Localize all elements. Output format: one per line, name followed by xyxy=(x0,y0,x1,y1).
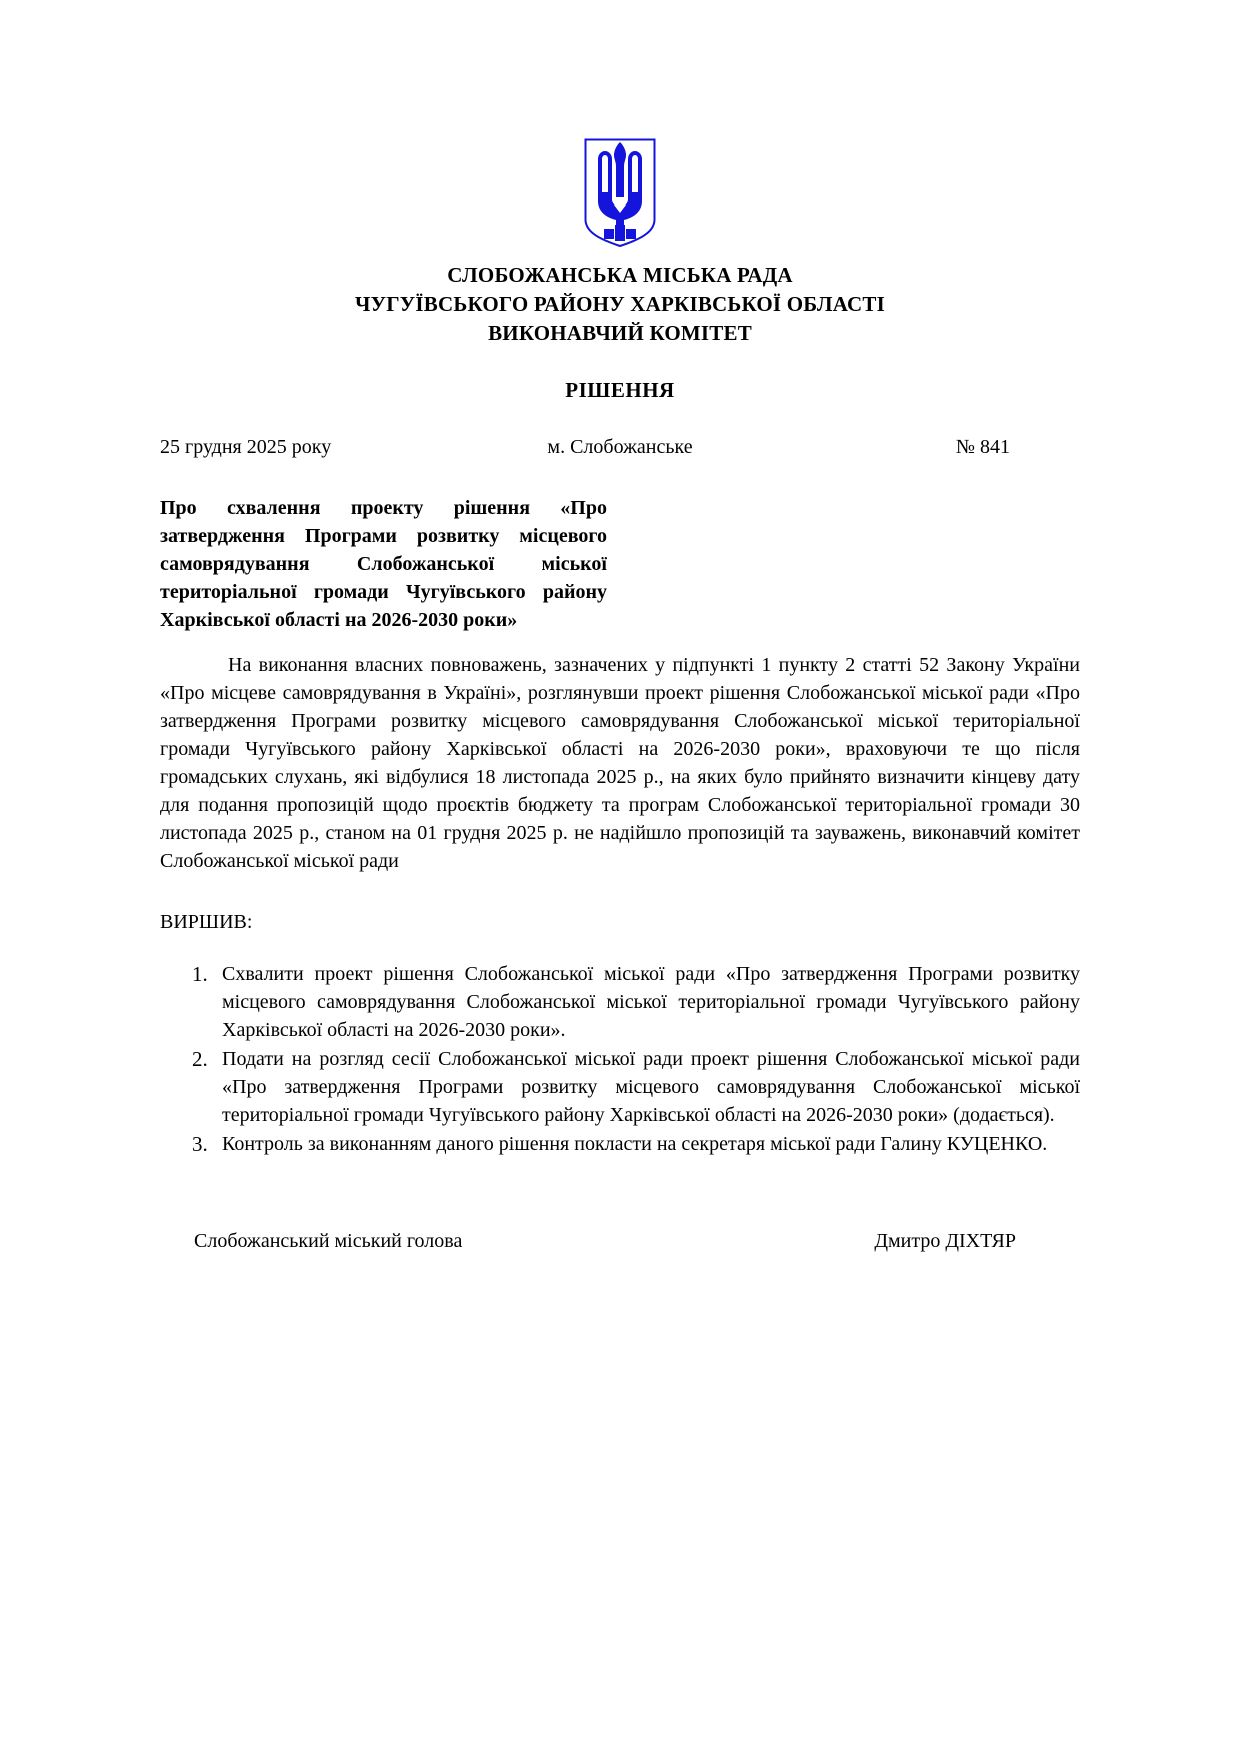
org-name-line1: СЛОБОЖАНСЬКА МІСЬКА РАДА xyxy=(447,263,793,287)
document-type-heading: РІШЕННЯ xyxy=(565,378,675,402)
list-item xyxy=(192,1045,1080,1129)
list-item-number: 2. xyxy=(192,1047,208,1071)
list-item xyxy=(192,1130,1080,1158)
org-name-line3: ВИКОНАВЧИЙ КОМІТЕТ xyxy=(488,321,752,345)
decision-items-list xyxy=(192,960,1080,1158)
list-item-number: 1. xyxy=(192,962,208,986)
list-item xyxy=(192,960,1080,1044)
list-item-text: Схвалити проект рішення Слобожанської міської ради «Про затвердження Програми розвитку місцевого самоврядування Слобожанської міської територіальної громади Чугуївського району Харківської області на 2026-2030 роки». xyxy=(222,963,1080,1041)
coat-of-arms xyxy=(583,137,657,249)
signature-name: Дмитро ДІХТЯР xyxy=(874,1230,1016,1252)
organization-header xyxy=(160,261,1080,348)
org-name-line2: ЧУГУЇВСЬКОГО РАЙОНУ ХАРКІВСЬКОЇ ОБЛАСТІ xyxy=(355,292,885,316)
document-content xyxy=(160,0,1080,1253)
signature-row xyxy=(160,1230,1080,1253)
document-place: м. Слобожанське xyxy=(547,436,693,458)
document-date: 25 грудня 2025 року xyxy=(160,436,332,458)
document-number: № 841 xyxy=(955,436,1010,458)
document-meta-row xyxy=(160,436,1080,464)
list-item-text: Контроль за виконанням даного рішення покласти на секретаря міської ради Галину КУЦЕНКО. xyxy=(222,1133,1048,1155)
list-item-text: Подати на розгляд сесії Слобожанської міської ради проект рішення Слобожанської міської ради «Про затвердження Програми розвитку місцевого самоврядування Слобожанської міської територіальної громади Чугуївського району Харківської області на 2026-2030 роки» (додається). xyxy=(222,1048,1080,1126)
resolved-label: ВИРШИВ: xyxy=(160,911,253,933)
list-item-number: 3. xyxy=(192,1132,208,1156)
ukraine-trident-icon xyxy=(583,137,657,249)
document-title: Про схвалення проекту рішення «Про затвердження Програми розвитку місцевого самоврядування Слобожанської міської територіальної громади Чугуївського району Харківської області на 2026-2030 роки» xyxy=(160,497,607,631)
preamble-paragraph: На виконання власних повноважень, зазначених у підпункті 1 пункту 2 статті 52 Закону України «Про місцеве самоврядування в Україні», розглянувши проект рішення Слобожанської міської ради «Про затвердження Програми розвитку місцевого самоврядування Слобожанської міської територіальної громади Чугуївського району Харківської області на 2026-2030 роки», враховуючи те що після громадських слухань, які відбулися 18 листопада 2025 р., на яких було прийнято визначити кінцеву дату для подання пропозицій щодо проєктів бюджету та програм Слобожанської територіальної громади 30 листопада 2025 р., станом на 01 грудня 2025 р. не надійшло пропозицій та зауважень, виконавчий комітет Слобожанської міської ради xyxy=(160,654,1080,872)
signature-position: Слобожанський міський голова xyxy=(194,1230,463,1252)
